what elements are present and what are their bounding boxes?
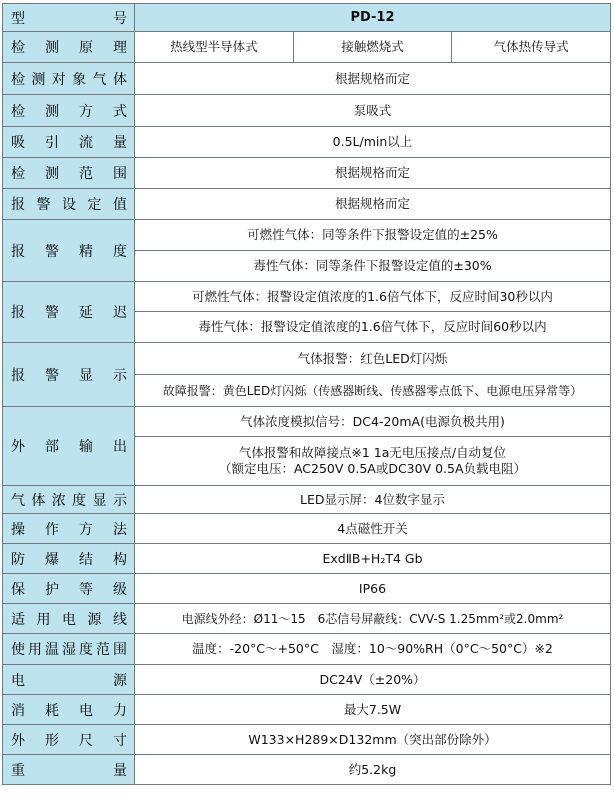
row-label: [3, 544, 135, 573]
label-char: 检: [11, 166, 25, 182]
spec-value: 根据规格而定: [334, 165, 410, 180]
label-char: 显: [92, 492, 107, 509]
row-label: [3, 574, 135, 603]
label-char: 电: [79, 702, 93, 719]
row-label-text: [11, 579, 127, 599]
row-label-text: [11, 37, 127, 57]
spec-row-external-output: [2, 407, 611, 486]
spec-value: 根据规格而定: [334, 70, 410, 86]
spec-row-target-gas: [2, 63, 611, 95]
label-char: 范: [79, 166, 93, 182]
label-char: 警: [45, 243, 59, 260]
label-char: 度: [79, 642, 93, 658]
row-label: [3, 220, 135, 281]
label-char: 号: [113, 10, 127, 27]
label-char: 理: [113, 40, 127, 56]
label-char: 测: [31, 71, 46, 88]
label-char: 用: [36, 611, 51, 628]
spec-value: 温度：-20°C～+50°C 湿度：10～90%RH（0°C～50°C）※2: [192, 641, 553, 656]
label-char: 爆: [45, 551, 59, 568]
spec-value: IP66: [358, 580, 387, 596]
spec-row-principle: [2, 32, 611, 63]
label-char: 引: [45, 135, 59, 151]
spec-value: 故障报警：黄色LED灯闪烁（传感器断线、传感器零点低下、电源电压异常等）: [135, 374, 610, 406]
spec-value: 可燃性气体：报警设定值浓度的1.6倍气体下，反应时间30秒以内: [192, 288, 553, 304]
label-char: 式: [113, 103, 127, 120]
label-char: 测: [45, 103, 59, 120]
label-char: 报: [11, 243, 25, 260]
row-label-text: [11, 519, 127, 539]
row-label-text: [11, 490, 127, 510]
label-char: 源: [113, 672, 127, 689]
row-label: [3, 695, 135, 724]
row-label-text: [11, 241, 127, 261]
label-char: 等: [79, 581, 93, 598]
row-label: [3, 514, 135, 543]
row-label: [3, 407, 135, 485]
row-label: [3, 32, 135, 62]
label-char: 护: [45, 581, 59, 598]
label-char: 度: [72, 492, 87, 509]
spec-row-alarm-delay: [2, 282, 611, 343]
row-label: [3, 4, 135, 31]
row-label: [3, 189, 135, 219]
label-char: 保: [11, 581, 25, 598]
spec-value: 气体报警：红色LED灯闪烁: [297, 350, 448, 366]
spec-value: （额定电压：AC250V 0.5A或DC30V 0.5A负载电阻）: [218, 461, 527, 476]
row-label-text: [11, 101, 127, 121]
label-char: 源: [87, 611, 102, 628]
label-char: 显: [79, 367, 93, 384]
label-char: 方: [79, 103, 93, 120]
label-char: 迟: [113, 305, 127, 321]
label-char: 型: [11, 10, 25, 27]
label-char: 设: [62, 197, 76, 213]
label-char: 操: [11, 521, 25, 538]
label-char: 警: [36, 197, 51, 213]
row-label: [3, 282, 135, 342]
label-char: 电: [62, 611, 76, 628]
label-char: 方: [79, 521, 93, 538]
label-char: 用: [28, 642, 42, 658]
spec-row-cable: [2, 604, 611, 634]
row-label: [3, 725, 135, 754]
principle-catalytic: 接触燃烧式: [293, 32, 452, 62]
label-char: 外: [11, 439, 25, 455]
spec-value: DC24V（±20%）: [319, 671, 426, 687]
spec-row-alarm-display: [2, 343, 611, 407]
label-char: 构: [113, 551, 127, 568]
label-char: 法: [113, 521, 127, 538]
label-char: 使: [11, 642, 25, 658]
spec-row-dimensions: [2, 725, 611, 755]
label-char: 度: [113, 243, 127, 260]
spec-value: 根据规格而定: [334, 196, 410, 211]
row-label-text: [11, 730, 127, 750]
spec-row-method: [2, 95, 611, 127]
label-char: 象: [72, 71, 87, 88]
row-label-text: [11, 302, 127, 322]
label-char: 线: [113, 611, 127, 628]
label-char: 输: [79, 439, 93, 455]
label-char: 围: [113, 642, 127, 658]
row-label-text: [11, 194, 127, 214]
principle-thermal: 气体热传导式: [451, 32, 610, 62]
label-char: 温: [45, 642, 59, 658]
label-char: 防: [11, 551, 25, 568]
label-char: 检: [11, 40, 25, 56]
row-label-text: [11, 365, 127, 385]
label-char: 测: [45, 40, 59, 56]
spec-table: [2, 3, 611, 785]
row-label-text: [11, 132, 127, 152]
row-label-text: [11, 760, 127, 780]
label-char: 结: [79, 551, 93, 568]
spec-value: 气体报警和故障接点※1 1a无电压接点/自动复位: [238, 445, 507, 460]
row-label-text: [11, 69, 127, 89]
row-label: [3, 127, 135, 157]
spec-value: 约5.2kg: [348, 761, 397, 777]
label-char: 形: [45, 732, 59, 749]
label-char: 适: [11, 611, 25, 628]
label-char: 检: [11, 103, 25, 120]
label-char: 延: [79, 305, 93, 321]
label-char: 气: [11, 492, 25, 509]
label-char: 吸: [11, 135, 25, 151]
spec-row-operation: [2, 514, 611, 544]
label-char: 围: [113, 166, 127, 182]
label-char: 体: [112, 71, 127, 88]
spec-value: 4点磁性开关: [337, 520, 408, 536]
spec-value: 气体浓度模拟信号：DC4-20mA(电源负极共用): [240, 413, 505, 429]
spec-value: 毒性气体：报警设定值浓度的1.6倍气体下，反应时间60秒以内: [135, 311, 610, 342]
row-label: [3, 755, 135, 784]
spec-row-alarm-accuracy: [2, 220, 611, 282]
spec-row-display: [2, 486, 611, 514]
label-char: 体: [31, 492, 46, 509]
label-char: 重: [11, 762, 25, 779]
spec-row-flow: [2, 127, 611, 158]
row-label: [3, 665, 135, 694]
row-label-text: [11, 700, 127, 720]
label-char: 对: [51, 71, 66, 88]
spec-value: W133×H289×D132mm（突出部份除外）: [248, 731, 497, 747]
label-char: 尺: [79, 732, 93, 749]
spec-value: 可燃性气体：同等条件下报警设定值的±25%: [247, 227, 498, 242]
label-char: 级: [113, 581, 127, 598]
row-label-text: [11, 436, 127, 456]
spec-value: 最大7.5W: [343, 701, 402, 717]
row-label: [3, 95, 135, 126]
row-label: [3, 486, 135, 513]
spec-row-power: [2, 665, 611, 695]
spec-row-weight: [2, 755, 611, 785]
row-label-text: [11, 639, 127, 659]
spec-value: 泵吸式: [353, 102, 392, 118]
label-char: 出: [113, 439, 127, 455]
row-label: [3, 63, 135, 94]
label-char: 外: [11, 732, 25, 749]
label-char: 浓: [51, 492, 66, 509]
label-char: 测: [45, 166, 59, 182]
label-char: 值: [113, 197, 127, 213]
row-label: [3, 158, 135, 188]
row-label: [3, 604, 135, 633]
label-char: 作: [45, 521, 59, 538]
row-label-text: [11, 549, 127, 569]
label-char: 气: [92, 71, 107, 88]
label-char: 量: [113, 135, 127, 151]
spec-row-explosion-proof: [2, 544, 611, 574]
label-char: 耗: [45, 702, 59, 719]
label-char: 定: [87, 197, 102, 213]
label-char: 检: [11, 71, 25, 88]
row-label-text: [11, 163, 127, 183]
label-char: 警: [45, 305, 59, 321]
spec-value: 电源线外经：Ø11～15 6芯信号屏蔽线：CVV-S 1.25mm²或2.0mm²: [181, 611, 564, 626]
spec-row-alarm-setpoint: [2, 189, 611, 220]
row-label-text: [11, 8, 127, 28]
label-char: 报: [11, 197, 25, 213]
label-char: 警: [45, 367, 59, 384]
label-char: 范: [96, 642, 110, 658]
label-char: 原: [79, 40, 93, 56]
spec-value: 毒性气体：同等条件下报警设定值的±30%: [135, 250, 610, 281]
label-char: 寸: [113, 732, 127, 749]
row-label-text: [11, 670, 127, 690]
spec-row-consumption: [2, 695, 611, 725]
spec-row-range: [2, 158, 611, 189]
spec-value: ExdⅡB+H₂T4 Gb: [322, 550, 423, 566]
label-char: 流: [79, 135, 93, 151]
spec-row-environment: [2, 634, 611, 665]
label-char: 报: [11, 305, 25, 321]
label-char: 电: [11, 672, 25, 689]
label-char: 示: [112, 492, 127, 509]
principle-semiconductor: 热线型半导体式: [170, 39, 258, 54]
row-label-text: [11, 609, 127, 629]
label-char: 报: [11, 367, 25, 384]
spec-row-protection: [2, 574, 611, 604]
spec-value: 0.5L/min以上: [332, 134, 413, 149]
label-char: 消: [11, 702, 25, 719]
label-char: 力: [113, 702, 127, 719]
label-char: 部: [45, 439, 59, 455]
label-char: 湿: [62, 642, 76, 658]
row-label: [3, 634, 135, 664]
model-value: PD-12: [350, 9, 395, 25]
spec-row-model: [2, 3, 611, 32]
label-char: 量: [113, 762, 127, 779]
label-char: 示: [113, 367, 127, 384]
label-char: 精: [79, 243, 93, 260]
row-label: [3, 343, 135, 406]
spec-value: LED显示屏：4位数字显示: [300, 491, 445, 507]
